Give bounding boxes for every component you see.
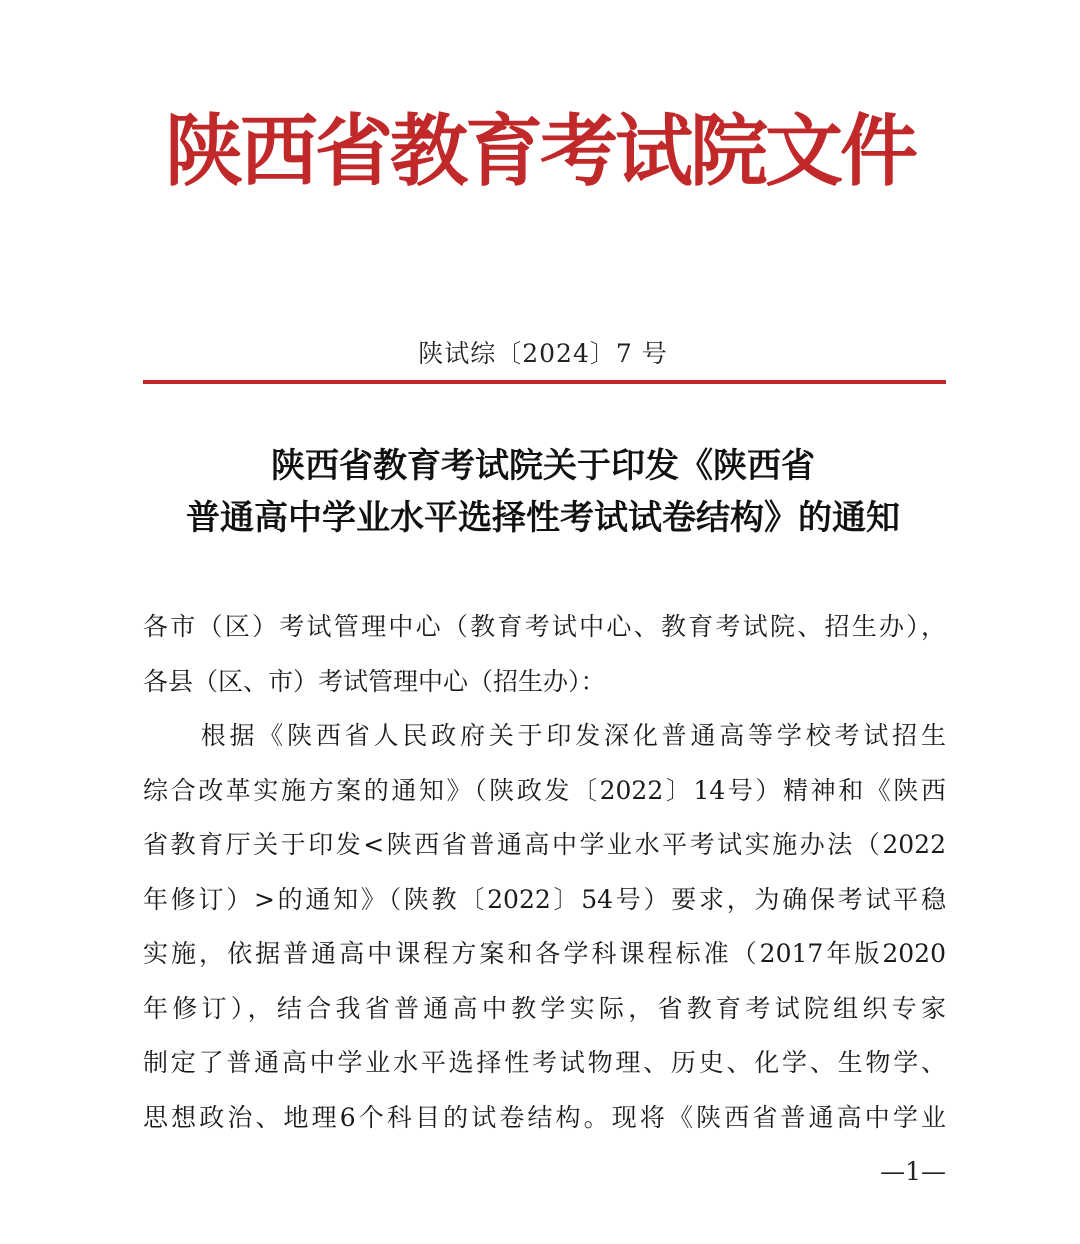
masthead-title: 陕西省教育考试院文件 <box>164 107 915 197</box>
page-number: —1— <box>880 1157 946 1186</box>
red-divider-line <box>143 380 946 384</box>
body-line: 省教育厅关于印发<陕西省普通高中学业水平考试实施办法（2022 <box>143 830 946 859</box>
body-line: 实施，依据普通高中课程方案和各学科课程标准（2017年版2020 <box>143 939 946 968</box>
body-line: 年修订），结合我省普通高中教学实际，省教育考试院组织专家 <box>143 993 946 1023</box>
notice-body <box>143 600 946 1145</box>
notice-title <box>140 440 946 544</box>
body-line: 各市（区）考试管理中心（教育考试中心、教育考试院、招生办）， <box>143 612 946 641</box>
notice-title-line-2: 普通高中学业水平选择性考试试卷结构》的通知 <box>186 498 900 538</box>
document-number: 陕试综〔2024〕7 号 <box>418 339 668 368</box>
notice-title-line-1: 陕西省教育考试院关于印发《陕西省 <box>271 446 815 486</box>
body-line: 综合改革实施方案的通知》（陕政发〔2022〕14号）精神和《陕西 <box>143 775 946 805</box>
body-line: 根据《陕西省人民政府关于印发深化普通高等学校考试招生 <box>143 721 946 750</box>
body-line: 制定了普通高中学业水平选择性考试物理、历史、化学、生物学、 <box>143 1048 946 1077</box>
body-line: 各县（区、市）考试管理中心（招生办）： <box>143 666 606 696</box>
body-line: 思想政治、地理6个科目的试卷结构。现将《陕西省普通高中学业 <box>143 1102 946 1132</box>
body-line: 年修订）>的通知》（陕教〔2022〕54号）要求，为确保考试平稳 <box>143 884 946 914</box>
